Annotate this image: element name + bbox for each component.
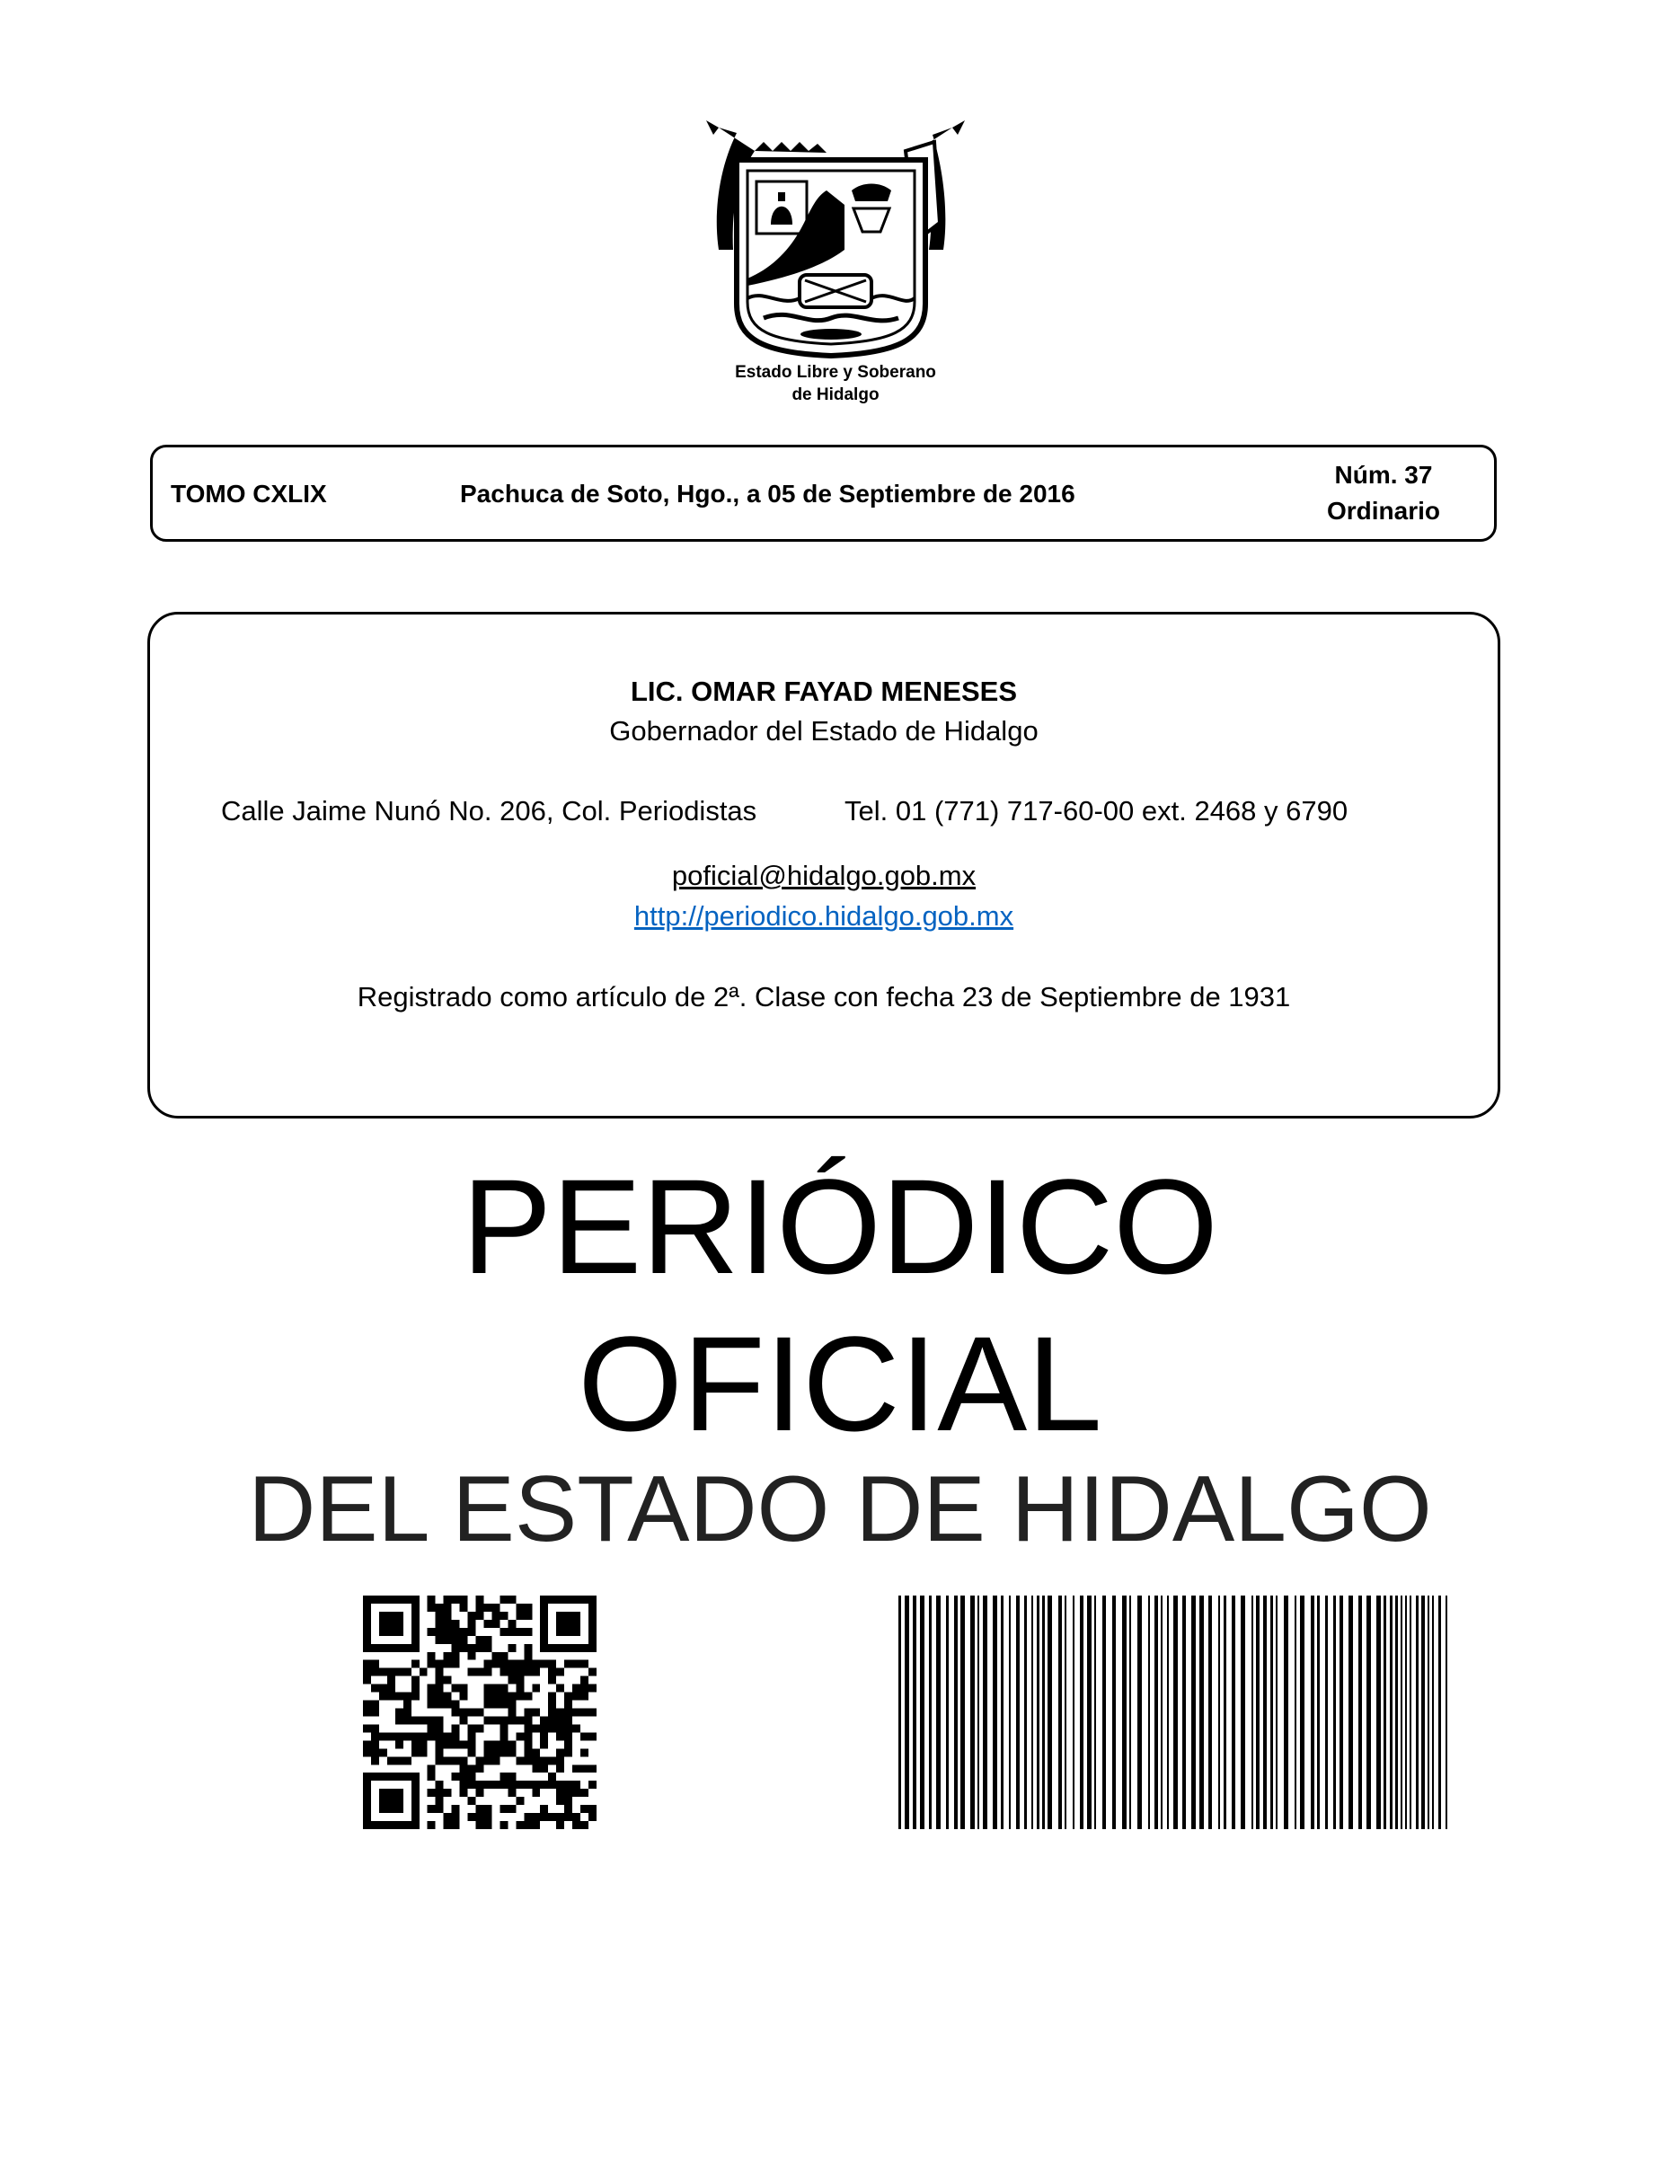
- edition-type: Ordinario: [1326, 497, 1440, 525]
- barcode-icon: [898, 1596, 1451, 1829]
- place-date: Pachuca de Soto, Hgo., a 05 de Septiembre de 2016: [460, 480, 1075, 508]
- title-line1: PERIÓDICO: [462, 1151, 1218, 1302]
- emblem-caption-line2: de Hidalgo: [791, 385, 880, 404]
- issue-number: Núm. 37: [1334, 461, 1433, 489]
- address: Calle Jaime Nunó No. 206, Col. Periodistas: [221, 795, 757, 827]
- qr-code-icon: [363, 1596, 597, 1829]
- title-line2: OFICIAL: [578, 1308, 1102, 1459]
- hidalgo-coat-of-arms-icon: [701, 115, 970, 376]
- emblem-caption-line1: Estado Libre y Soberano: [735, 363, 936, 382]
- governor-name: LIC. OMAR FAYAD MENESES: [630, 676, 1018, 707]
- email-link[interactable]: poficial@hidalgo.gob.mx: [671, 860, 977, 891]
- phone: Tel. 01 (771) 717-60-00 ext. 2468 y 6790: [844, 795, 1348, 827]
- registration-note: Registrado como artículo de 2ª. Clase con fecha 23 de Septiembre de 1931: [357, 981, 1291, 1012]
- website-link[interactable]: http://periodico.hidalgo.gob.mx: [633, 900, 1014, 932]
- tomo-label: TOMO CXLIX: [171, 480, 327, 508]
- title-line3: DEL ESTADO DE HIDALGO: [248, 1457, 1432, 1561]
- governor-title: Gobernador del Estado de Hidalgo: [609, 715, 1039, 747]
